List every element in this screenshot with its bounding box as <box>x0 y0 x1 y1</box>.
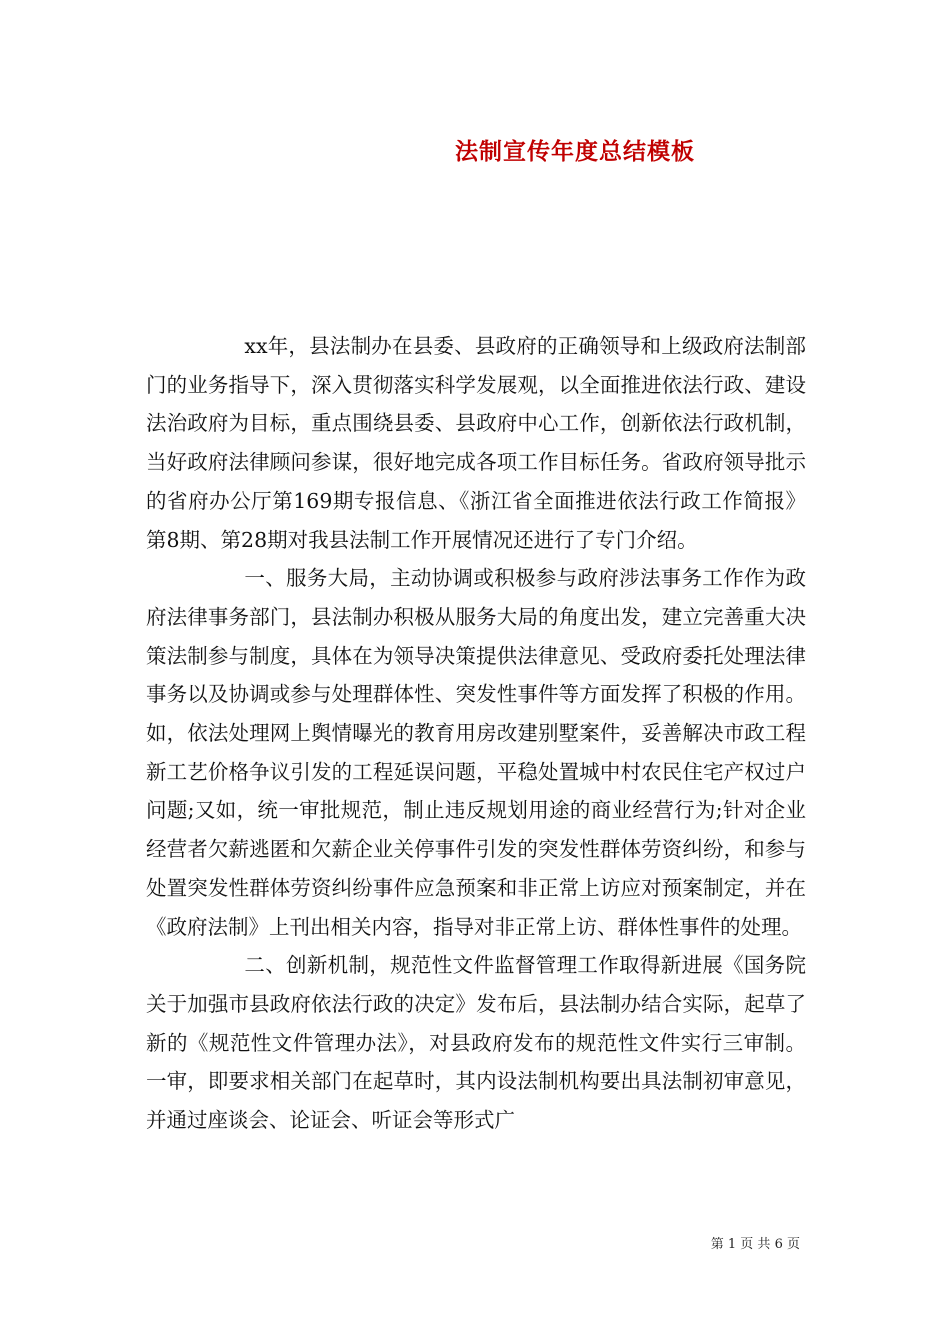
page-number-footer <box>711 1233 800 1252</box>
document-title: 法制宣传年度总结模板 <box>455 138 695 165</box>
page-label-suffix: 页 <box>786 1237 800 1252</box>
current-page-number: 1 <box>727 1237 737 1252</box>
page-label-middle: 页 共 <box>740 1237 771 1252</box>
total-pages-number: 6 <box>774 1237 783 1252</box>
paragraph-intro: xx年，县法制办在县委、县政府的正确领导和上级政府法制部门的业务指导下，深入贯彻落实科学发展观，以全面推进依法行政、建设法治政府为目标，重点围绕县委、县政府中心工作，创新依法行政机制，当好政府法律顾问参谋，很好地完成各项工作目标任务。省政府领导批示的省府办公厅第169期专报信息、《浙江省全面推进依法行政工作简报》第8期、第28期对我县法制工作开展情况还进行了专门介绍。 <box>146 334 806 552</box>
page-label-prefix: 第 <box>710 1237 724 1252</box>
paragraph-section-two: 二、创新机制，规范性文件监督管理工作取得新进展《国务院关于加强市县政府依法行政的决定》发布后，县法制办结合实际，起草了新的《规范性文件管理办法》，对县政府发布的规范性文件实行三审制。一审，即要求相关部门在起草时，其内设法制机构要出具法制初审意见，并通过座谈会、论证会、听证会等形式广 <box>146 953 806 1133</box>
document-body <box>146 327 806 1140</box>
paragraph-section-one: 一、服务大局，主动协调或积极参与政府涉法事务工作作为政府法律事务部门，县法制办积极从服务大局的角度出发，建立完善重大决策法制参与制度，具体在为领导决策提供法律意见、受政府委托处理法律事务以及协调或参与处理群体性、突发性事件等方面发挥了积极的作用。如，依法处理网上舆情曝光的教育用房改建别墅案件，妥善解决市政工程新工艺价格争议引发的工程延误问题，平稳处置城中村农民住宅产权过户问题;又如，统一审批规范，制止违反规划用途的商业经营行为;针对企业经营者欠薪逃匿和欠薪企业关停事件引发的突发性群体劳资纠纷，和参与处置突发性群体劳资纠纷事件应急预案和非正常上访应对预案制定，并在《政府法制》上刊出相关内容，指导对非正常上访、群体性事件的处理。 <box>146 566 806 939</box>
